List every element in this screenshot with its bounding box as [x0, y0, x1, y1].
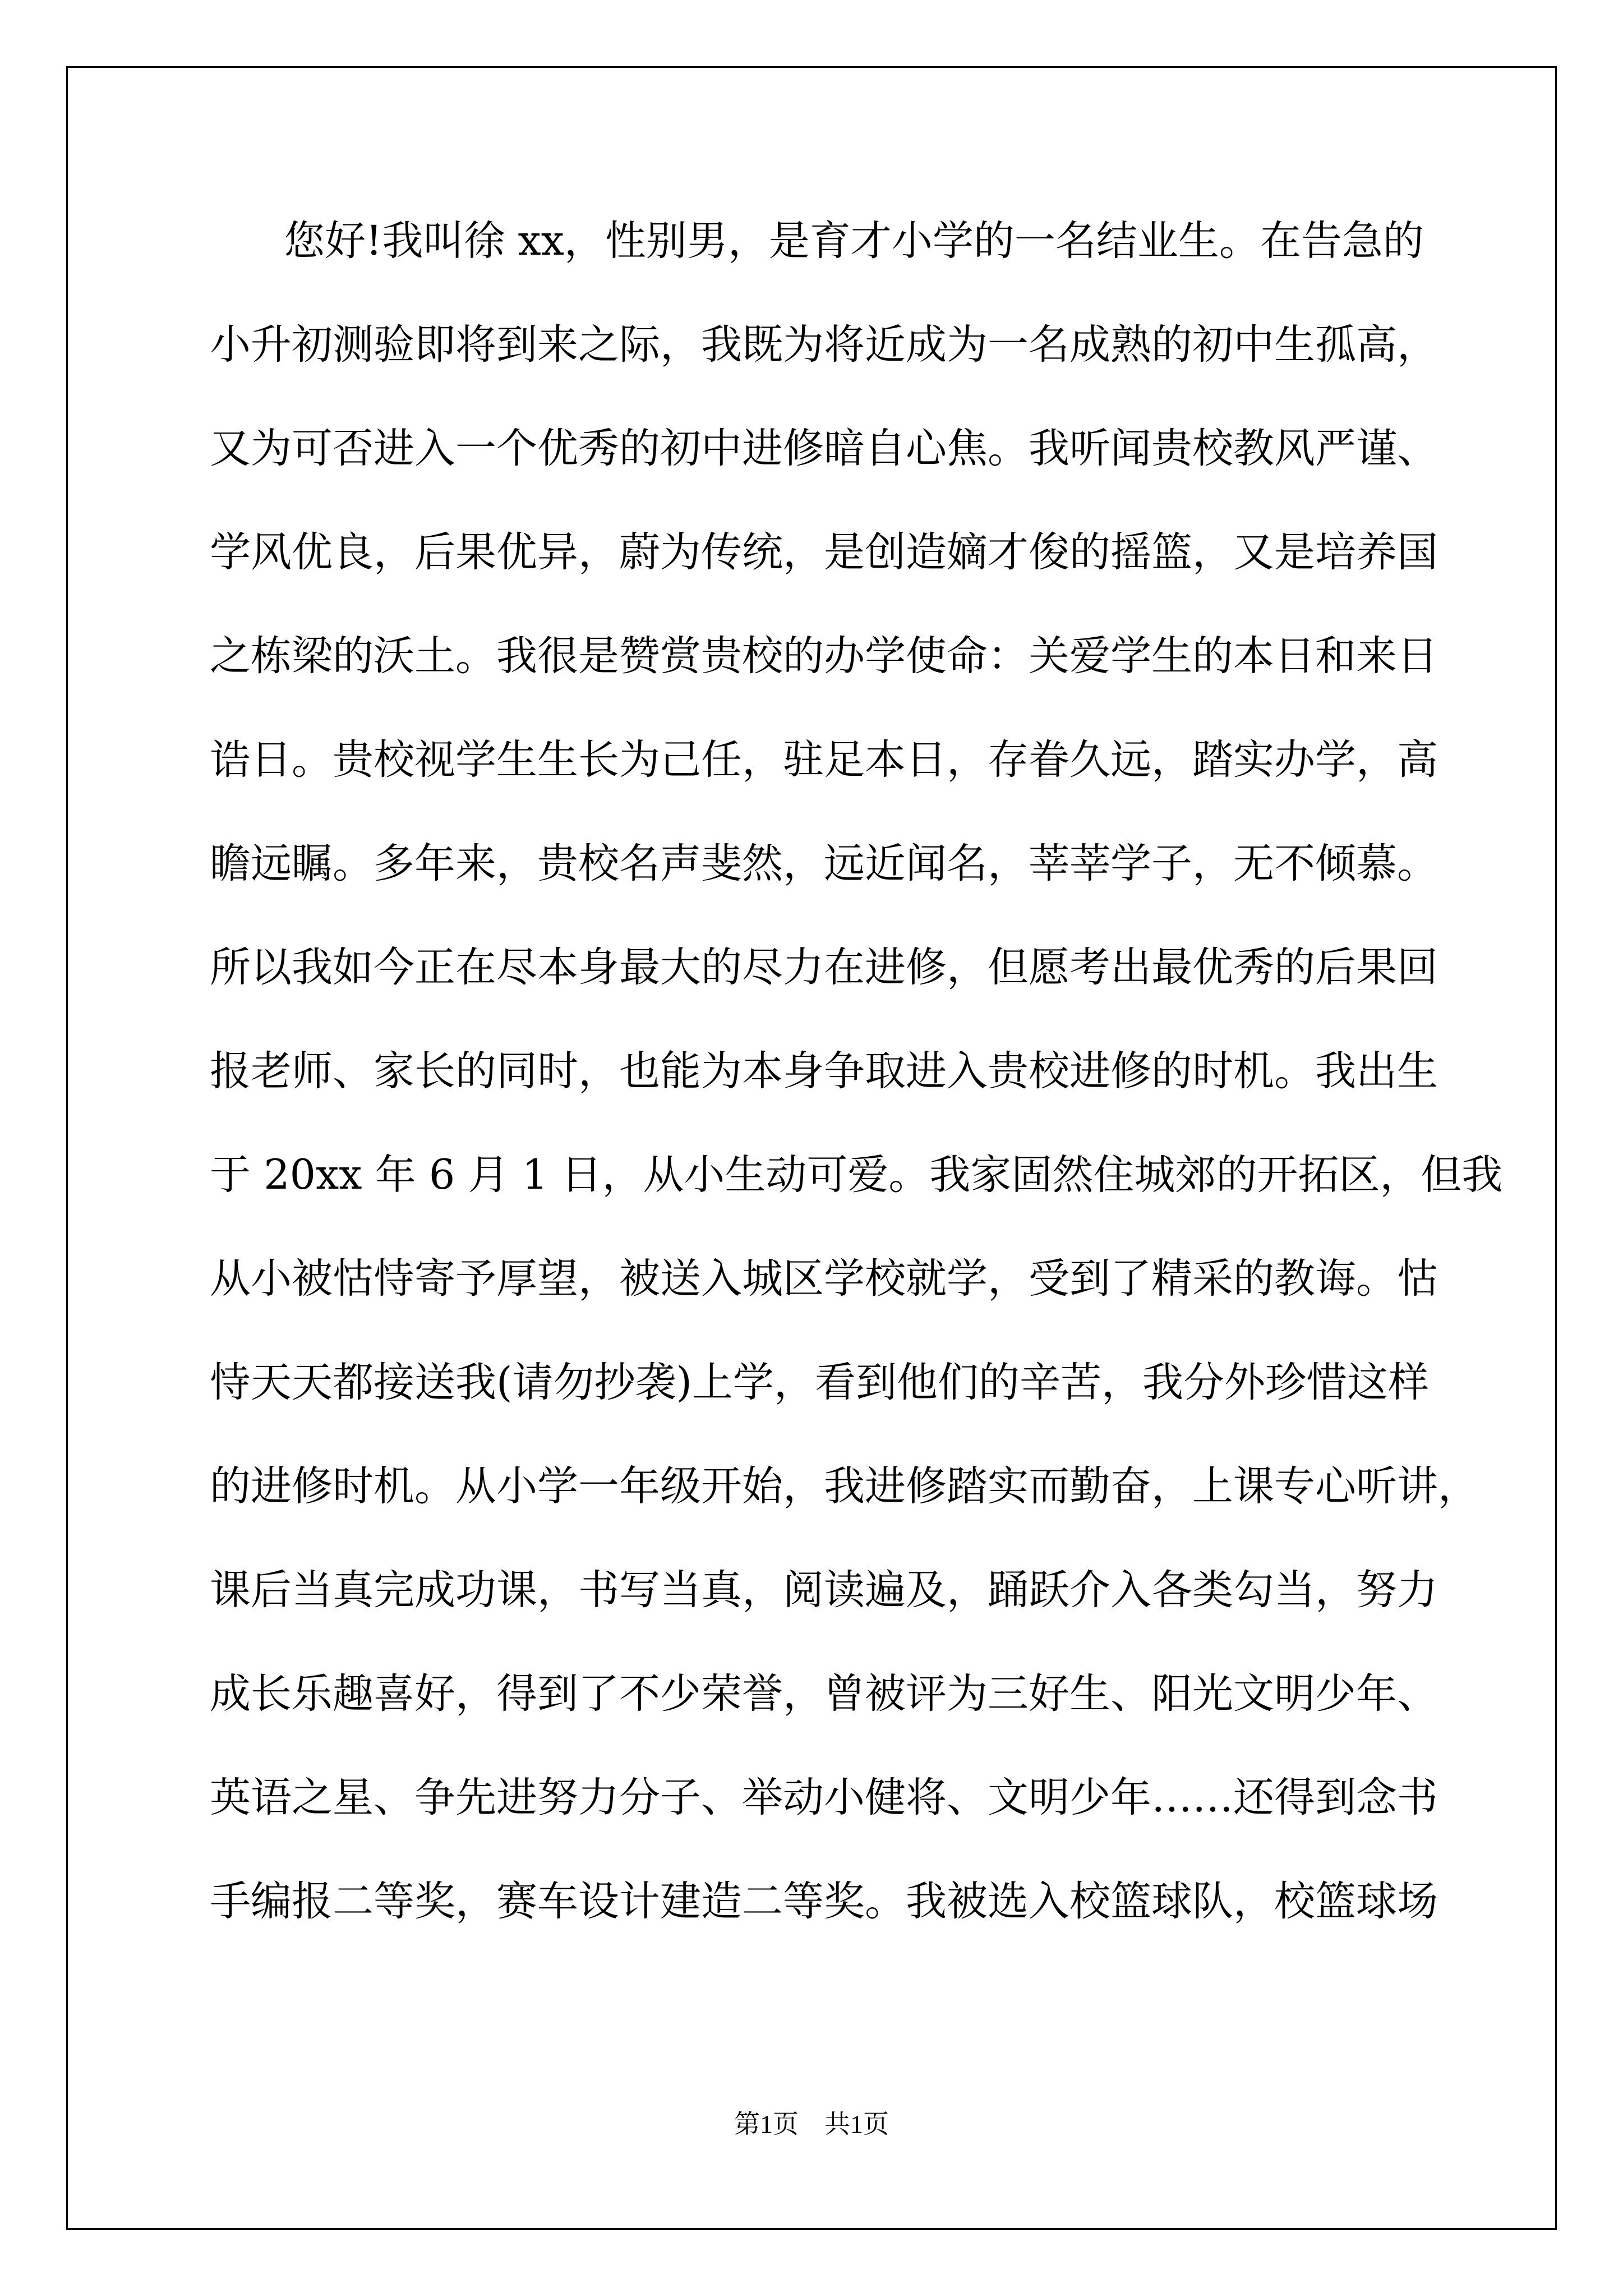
text-line-2: 小升初测验即将到来之际，我既为将近成为一名成熟的初中生孤高，: [210, 321, 1438, 369]
text-line-9: 报老师、家长的同时，也能为本身争取进入贵校进修的时机。我出生: [210, 1047, 1438, 1095]
text-line-8: 所以我如今正在尽本身最大的尽力在进修，但愿考出最优秀的后果回: [210, 944, 1438, 991]
text-line-7: 瞻远瞩。多年来，贵校名声斐然，远近闻名，莘莘学子，无不倾慕。: [210, 840, 1438, 887]
text-line-17: 手编报二等奖，赛车设计建造二等奖。我被选入校篮球队，校篮球场: [210, 1878, 1438, 1925]
text-line-11: 从小被怙恃寄予厚望，被送入城区学校就学，受到了精采的教诲。怙: [210, 1255, 1438, 1303]
text-line-1: 您好!我叫徐 xx，性别男，是育才小学的一名结业生。在告急的: [284, 217, 1424, 265]
text-line-5: 之栋梁的沃土。我很是赞赏贵校的办学使命：关爱学生的本日和来日: [210, 632, 1438, 680]
text-line-3: 又为可否进入一个优秀的初中进修暗自心焦。我听闻贵校教风严谨、: [210, 425, 1438, 472]
text-line-6: 诰日。贵校视学生生长为己任，驻足本日，存眷久远，踏实办学，高: [210, 736, 1438, 784]
text-line-4: 学风优良，后果优异，蔚为传统，是创造嫡才俊的摇篮，又是培养国: [210, 528, 1438, 576]
text-line-14: 课后当真完成功课，书写当真，阅读遍及，踊跃介入各类勾当，努力: [210, 1566, 1438, 1614]
text-line-12: 恃天天都接送我(请勿抄袭)上学，看到他们的辛苦，我分外珍惜这样: [210, 1359, 1429, 1406]
page-number-footer: 第1页 共1页: [734, 2110, 889, 2138]
text-line-13: 的进修时机。从小学一年级开始，我进修踏实而勤奋，上课专心听讲，: [210, 1462, 1479, 1510]
text-line-15: 成长乐趣喜好，得到了不少荣誉，曾被评为三好生、阳光文明少年、: [210, 1670, 1438, 1718]
letter-body: [210, 213, 1503, 1977]
text-line-16: 英语之星、争先进努力分子、举动小健将、文明少年……还得到念书: [210, 1774, 1438, 1821]
text-line-10: 于 20xx 年 6 月 1 日，从小生动可爱。我家固然住城郊的开拓区，但我: [210, 1151, 1503, 1199]
